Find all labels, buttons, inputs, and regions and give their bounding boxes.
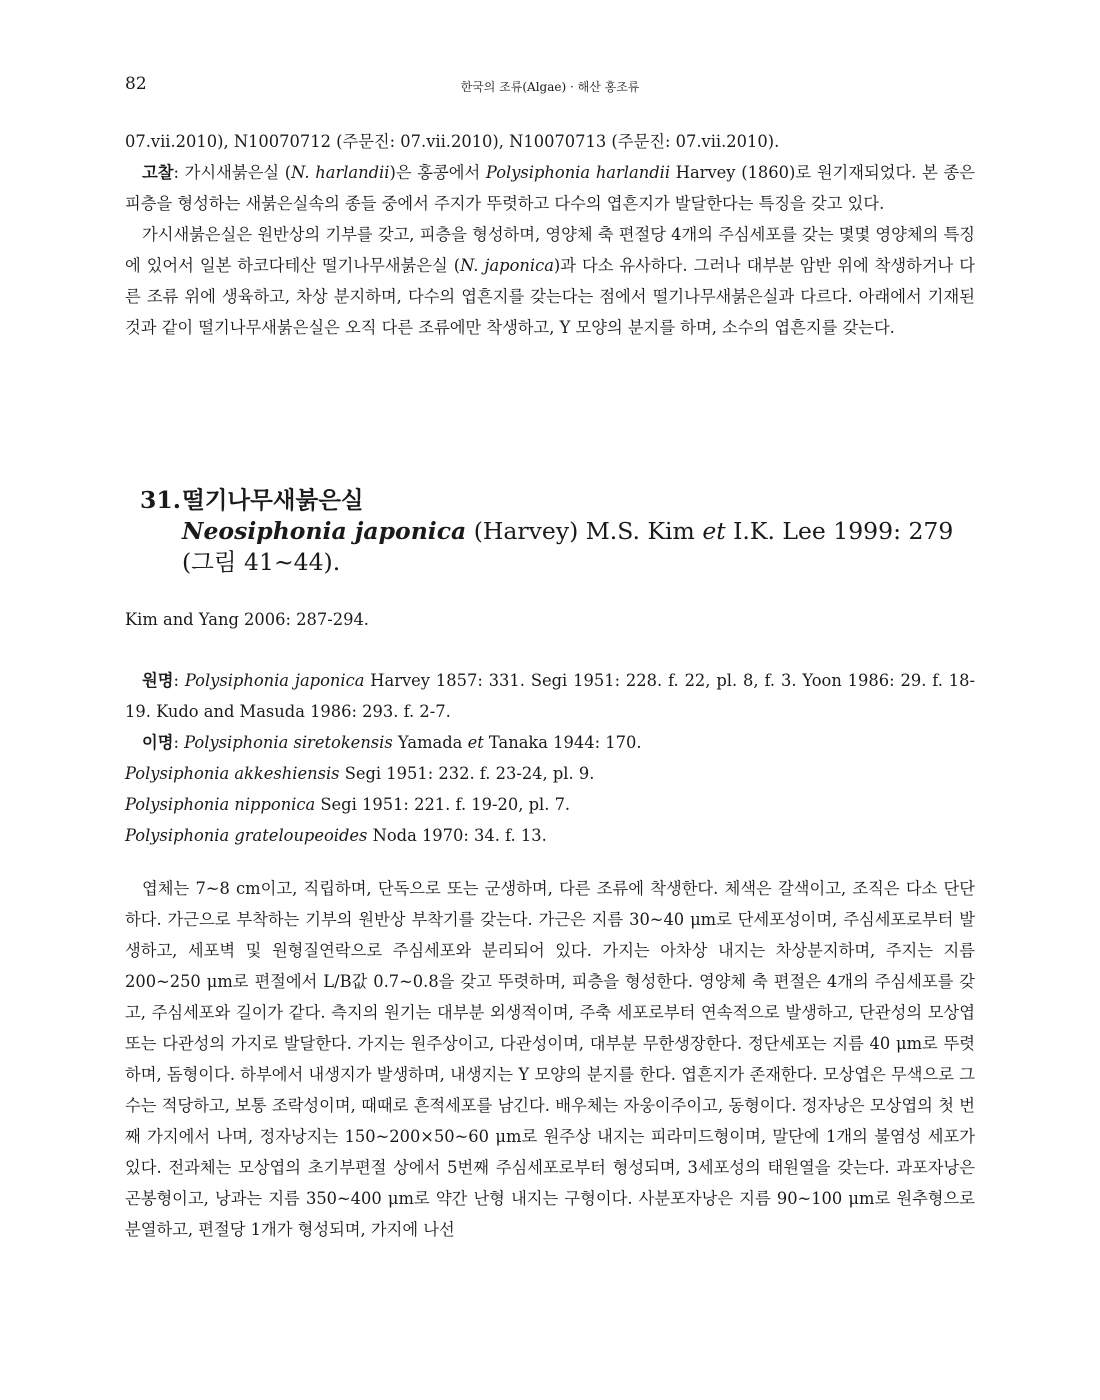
species-korean-name: 떨기나무새붉은실 (182, 486, 364, 514)
remarks-label: 고찰 (142, 163, 174, 182)
comparison-paragraph: 가시새붉은실은 원반상의 기부를 갖고, 피층을 형성하며, 영양체 축 편절당 4개의 주심세포를 갖는 몇몇 영양체의 특징에 있어서 일본 하코다테산 떨기나무새붉은실 (N. japonica)과 다소 유사하다. 그러나 대부분 암반 위에 착생하거나 다른 조류 위에 생육하고, 차상 분지하며, 다수의 엽흔지를 갖는다는 점에서 떨기나무새붉은실과 다르다. 아래에서 기재된 것과 같이 떨기나무새붉은실은 오직 다른 조류에만 착생하고, Y 모양의 분지를 하며, 소수의 엽흔지를 갖는다. (125, 225, 975, 337)
specimen-list-tail: 07.vii.2010), N10070712 (주문진: 07.vii.2010), N10070713 (주문진: 07.vii.2010). (125, 132, 780, 151)
synonym-line: Polysiphonia grateloupeoides Noda 1970: 34. f. 13. (125, 826, 547, 845)
remarks-section (125, 126, 975, 343)
species-number: 31. (140, 486, 181, 514)
remarks-paragraph: 고찰: 가시새붉은실 (N. harlandii)은 홍콩에서 Polysiphonia harlandii Harvey (1860)로 원기재되었다. 본 종은 피층을 형성하는 새붉은실속의 종들 중에서 주지가 뚜렷하고 다수의 엽흔지가 발달한다는 특징을 갖고 있다. (125, 163, 976, 213)
running-header: 한국의 조류(Algae) · 해산 홍조류 (460, 80, 640, 94)
nomenclature-section (125, 665, 975, 851)
species-heading-line1 (140, 485, 980, 516)
synonym-paragraph: 이명: Polysiphonia siretokensis Yamada et Tanaka 1944: 170. (142, 733, 642, 752)
figure-reference: (그림 41~44). (182, 548, 341, 576)
synonym-label: 이명 (142, 733, 174, 752)
description-section (125, 873, 975, 1245)
literature-reference: Kim and Yang 2006: 287-294. (125, 610, 369, 629)
basionym-paragraph: 원명: Polysiphonia japonica Harvey 1857: 331. Segi 1951: 228. f. 22, pl. 8, f. 3. Yoon 1986: 29. f. 18-19. Kudo and Masuda 1986: 293. f. 2-7. (125, 671, 975, 721)
synonym-line: Polysiphonia akkeshiensis Segi 1951: 232. f. 23-24, pl. 9. (125, 764, 595, 783)
synonym-line: Polysiphonia nipponica Segi 1951: 221. f. 19-20, pl. 7. (125, 795, 571, 814)
species-scientific-name: Neosiphonia japonica (Harvey) M.S. Kim et I.K. Lee 1999: 279 (182, 517, 954, 545)
page-number: 82 (125, 74, 147, 94)
description-paragraph: 엽체는 7~8 cm이고, 직립하며, 단독으로 또는 군생하며, 다른 조류에 착생한다. 체색은 갈색이고, 조직은 다소 단단하다. 가근으로 부착하는 기부의 원반상 부착기를 갖는다. 가근은 지름 30~40 μm로 단세포성이며, 주심세포로부터 발생하고, 세포벽 및 원형질연락으로 주심세포와 분리되어 있다. 가지는 아차상 내지는 차상분지하며, 주지는 지름 200~250 μm로 편절에서 L/B값 0.7~0.8을 갖고 뚜렷하며, 피층을 형성한다. 영양체 축 편절은 4개의 주심세포를 갖고, 주심세포와 길이가 같다. 측지의 원기는 대부분 외생적이며, 주축 세포로부터 연속적으로 발생하고, 단관성의 모상엽 또는 다관성의 가지로 발달한다. 가지는 원주상이고, 다관성이며, 대부분 무한생장한다. 정단세포는 지름 40 μm로 뚜렷하며, 돔형이다. 하부에서 내생지가 발생하며, 내생지는 Y 모양의 분지를 한다. 엽흔지가 존재한다. 모상엽은 무색으로 그 수는 적당하고, 보통 조락성이며, 때때로 흔적세포를 남긴다. 배우체는 자웅이주이고, 동형이다. 정자낭은 모상엽의 첫 번째 가지에서 나며, 정자낭지는 150~200×50~60 μm로 원주상 내지는 피라미드형이며, 말단에 1개의 불염성 세포가 있다. 전과체는 모상엽의 초기부편절 상에서 5번째 주심세포로부터 형성되며, 3세포성의 태원열을 갖는다. 과포자낭은 곤봉형이고, 낭과는 지름 350~400 μm로 약간 난형 내지는 구형이다. 사분포자낭은 지름 90~100 μm로 원추형으로 분열하고, 편절당 1개가 형성되며, 가지에 나선 (125, 879, 975, 1239)
basionym-label: 원명 (142, 671, 174, 690)
species-heading (140, 485, 980, 578)
